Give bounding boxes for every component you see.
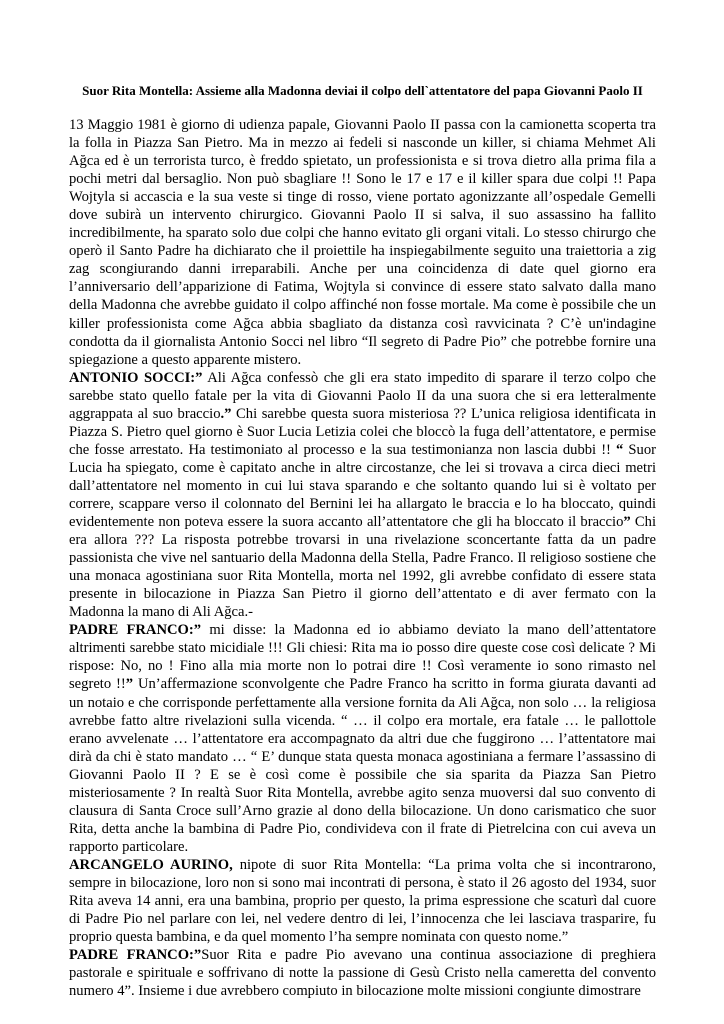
paragraph xyxy=(69,621,656,856)
bold-text: .” xyxy=(220,405,232,422)
paragraph-text: Ali Ağca confessò che gli era stato impedito di sparare il terzo colpo che sarebbe stato quello fatale per la vita di Giovanni Paolo II da una suora che si era letteralmente aggrappata al suo braccio xyxy=(69,369,656,422)
paragraph-text: Chi era allora ??? La risposta potrebbe trovarsi in una rivelazione sconcertante fatta da un padre passionista che vive nel santuario della Madonna della Stella, Padre Franco. Il religioso sostiene che una monaca agostiniana suor Rita Montella, morta nel 1992, gli avrebbe confidato di essere stata presente in bilocazione in Piazza San Pietro il giorno dell’attentato e di aver fermato con la Madonna la mano di Ali Ağca.- xyxy=(69,514,657,621)
paragraph xyxy=(69,856,656,946)
bold-text: “ xyxy=(616,441,624,458)
speaker-label: ARCANGELO AURINO, xyxy=(69,856,233,873)
document-body xyxy=(69,116,656,1000)
bold-text: ” xyxy=(623,514,631,531)
paragraph xyxy=(69,946,656,1000)
paragraph-text: Suor Lucia ha spiegato, come è capitato anche in altre circostanze, che lei si trovava a circa dieci metri dall’attentatore nel momento in cui lui stava sparando e che soltanto quando lui si è voltato per correre, scappare verso il colonnato del Bernini lei ha allargato le braccia e lo ha bloccato, quindi evidentemente non poteva essere la suora accanto all’attentatore che gli ha bloccato il braccio xyxy=(69,441,656,531)
paragraph-text: Un’affermazione sconvolgente che Padre Franco ha scritto in forma giurata davanti ad un notaio e che corrisponde perfettamente alla versione fornita da Ali Ağca, non solo … la religiosa avrebbe fatto altre rivelazioni sulla vicenda. “ … il colpo era mortale, era fatale … le pallottole erano avvelenate … l’attentatore era accompagnato da altri due che fuggirono … l’attentatore mai dirà da chi è stato mandato … “ E’ dunque stata questa monaca agostiniana a fermare l’assassino di Giovanni Paolo II ? E se è così come è possibile che sia sparita da Piazza San Pietro misteriosamente ? In realtà Suor Rita Montella, avrebbe agito senza muoversi dal suo convento di clausura di Santa Croce sull’Arno grazie al dono della bilocazione. Un dono carismatico che suor Rita, detta anche la bambina di Padre Pio, condivideva con il frate di Pietrelcina con cui aveva un rapporto particolare. xyxy=(69,676,656,855)
speaker-label: ANTONIO SOCCI:” xyxy=(69,369,203,386)
paragraph-text: 13 Maggio 1981 è giorno di udienza papale, Giovanni Paolo II passa con la camionetta scoperta tra la folla in Piazza San Pietro. Ma in mezzo ai fedeli si nasconde un killer, si chiama Mehmet Ali Ağca ed è un terrorista turco, è freddo spietato, un professionista e si trova dietro alla prima fila a pochi metri dal bersaglio. Non può sbagliare !! Sono le 17 e 17 e il killer spara due colpi !! Papa Wojtyla si accascia e la sua veste si tinge di rosso, viene portato agonizzante all’ospedale Gemelli dove subirà un intervento chirurgico. Giovanni Paolo II si salva, il suo assassino ha fallito incredibilmente, ha sparato solo due colpi che hanno evitato gli organi vitali. Lo stesso chirurgo che operò il Santo Padre ha dichiarato che il proiettile ha inspiegabilmente seguito una traiettoria a zig zag scongiurando danni irreparabili. Anche per una coincidenza di date quel giorno era l’anniversario dell’apparizione di Fatima, Wojtyla si convince di essere stato salvato dalla mano della Madonna che avrebbe guidato il colpo affinché non fosse mortale. Ma come è possibile che un killer professionista come Ağca abbia sbagliato da distanza così ravvicinata ? C’è un'indagine condotta da il giornalista Antonio Socci nel libro “Il segreto di Padre Pio” che potrebbe fornire una spiegazione a questo apparente mistero. xyxy=(69,117,656,368)
paragraph xyxy=(69,369,656,622)
paragraph-text: Suor Rita e padre Pio avevano una continua associazione di preghiera pastorale e spirituale e soffrivano di notte la passione di Gesù Cristo nella cameretta del convento numero 4”. Insieme i due avrebbero compiuto in bilocazione molte missioni congiunte dimostrare xyxy=(69,947,656,1000)
paragraph-text: nipote di suor Rita Montella: “La prima volta che si incontrarono, sempre in bilocazione, loro non si sono mai incontrati di persona, è stato il 26 agosto del 1934, suor Rita aveva 14 anni, era una bambina, proprio per questo, la prima espressione che scaturì dal cuore di Padre Pio nel parlare con lei, nel vedere dentro di lei, l’innocenza che lei lasciava trasparire, fu proprio questa bambina, e da quel momento l’ha sempre nominata con questo nome.” xyxy=(69,856,656,946)
speaker-label: PADRE FRANCO:” xyxy=(69,947,202,964)
speaker-label: PADRE FRANCO:” xyxy=(69,622,202,639)
document-title: Suor Rita Montella: Assieme alla Madonna deviai il colpo dell`attentatore del papa Giovanni Paolo II xyxy=(82,83,643,98)
paragraph-text: Chi sarebbe questa suora misteriosa ?? L’unica religiosa identificata in Piazza S. Pietro quel giorno è Suor Lucia Letizia colei che bloccò la fuga dell’attentatore, e permise che fosse arrestato. Ha testimoniato al processo e la sua testimonianza non lascia dubbi !! xyxy=(69,405,657,458)
bold-text: ” xyxy=(125,676,134,693)
paragraph-text: mi disse: la Madonna ed io abbiamo deviato la mano dell’attentatore altrimenti sarebbe stato micidiale !!! Gli chiesi: Rita ma io posso dire queste cose così delicate ? Mi rispose: No, no ! Fino alla mia morte non lo potrai dire !! Così veramente io sono rimasto nel segreto !! xyxy=(69,622,656,693)
paragraph xyxy=(69,116,656,369)
